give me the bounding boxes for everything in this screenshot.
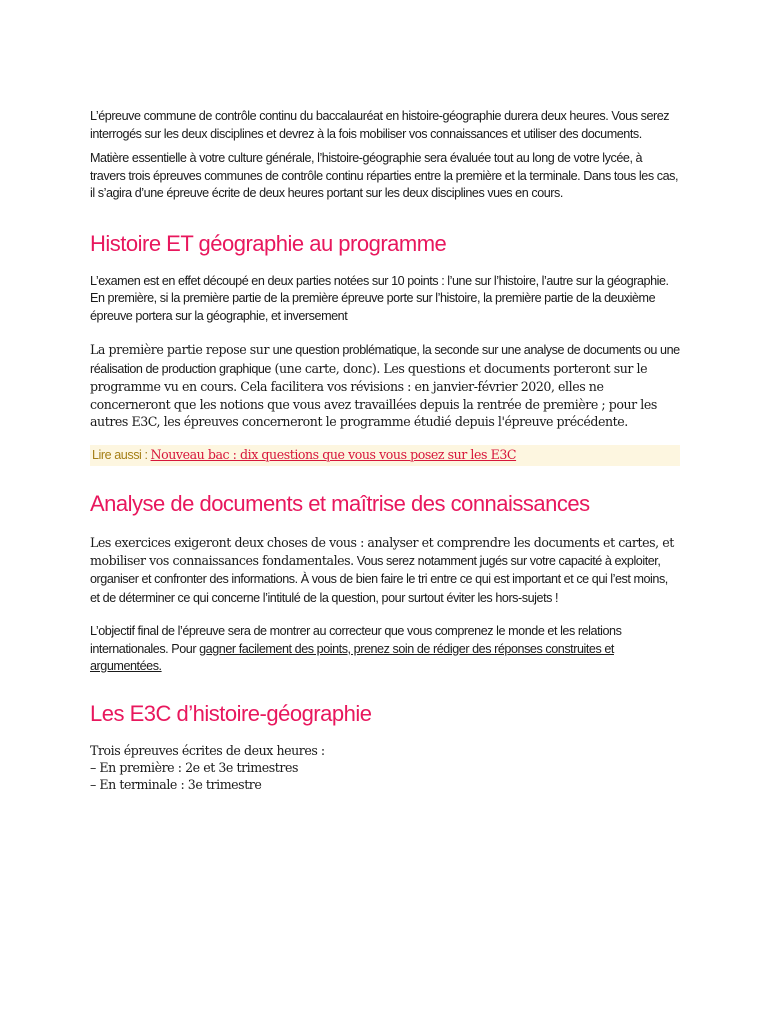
section2-p1-part-b: Vous serez notamment jugés sur votre capacité à exploiter, organiser et confronter des informations.: [90, 553, 661, 586]
section2-p1-part-c: À vous de bien faire le tri entre ce qui est important et ce qui l’est moins, et de déterminer ce qui concerne l’intitulé de la question, pour surtout éviter les hors-sujets !: [90, 572, 668, 605]
lire-aussi-label: Lire aussi :: [92, 447, 151, 462]
section1-p2-part-c: , la seconde sur une analyse de documents ou une réalisation de production graphique: [90, 343, 680, 376]
section1-paragraph-2: [90, 341, 680, 431]
section1-p2-part-d: (une carte, donc). Les questions et documents porteront sur le programme vu en cours. Cela facilitera vos révisions : en janvier-février 2020, elles ne concerneront que les notions que vous avez travaillées depuis la rentrée de première ; pour les autres E3C, les épreuves concerneront le programme étudié depuis l'épreuve précédente.: [90, 360, 657, 429]
list-item: – En terminale : 3e trimestre: [90, 776, 262, 792]
lire-aussi-link[interactable]: Nouveau bac : dix questions que vous vous posez sur les E3C: [150, 446, 517, 462]
lire-aussi-box: [90, 445, 680, 467]
section2-p1-part-a: Les exercices exigeront deux choses de vous : analyser et comprendre les documents et cartes, et mobiliser vos connaissances fondamentales.: [90, 535, 674, 568]
section1-p2-part-a: La première partie repose sur: [90, 342, 273, 357]
list-item: – En première : 2e et 3e trimestres: [90, 759, 298, 775]
section2-p2-part-b: gagner facilement des points, prenez soin de rédiger des réponses construites et argumentées.: [90, 641, 614, 673]
section1-p2-part-b: une question problématique: [272, 343, 417, 357]
heading-analyse-de-documents: Analyse de documents et maîtrise des connaissances: [90, 491, 590, 516]
section2-paragraph-2: [90, 623, 680, 676]
heading-e3c-histoire-geographie: Les E3C d’histoire-géographie: [90, 700, 372, 726]
section2-p2-part-a: L’objectif final de l’épreuve sera de montrer au correcteur que vous comprenez le monde et les relations internationales. Pour: [90, 624, 622, 656]
section2-paragraph-1: [90, 534, 680, 607]
intro-paragraph-2: Matière essentielle à votre culture générale, l’histoire-géographie sera évaluée tout au long de votre lycée, à travers trois épreuves communes de contrôle continu réparties entre la première et la terminale. Dans tous les cas, il s’agira d’une épreuve écrite de deux heures portant sur les deux disciplines vues en cours.: [90, 151, 679, 200]
section1-paragraph-1: L’examen est en effet découpé en deux parties notées sur 10 points : l’une sur l’histoire, l’autre sur la géographie. En première, si la première partie de la première épreuve porte sur l’histoire, la première partie de la deuxième épreuve portera sur la géographie, et inversement: [90, 273, 669, 323]
e3c-list: [90, 742, 680, 793]
intro-paragraph-1: L’épreuve commune de contrôle continu du baccalauréat en histoire-géographie durera deux heures. Vous serez interrogés sur les deux disciplines et devrez à la fois mobiliser vos connaissances et utiliser des documents.: [90, 109, 670, 141]
e3c-list-intro: Trois épreuves écrites de deux heures :: [90, 742, 325, 758]
heading-histoire-et-geographie: Histoire ET géographie au programme: [90, 230, 447, 256]
